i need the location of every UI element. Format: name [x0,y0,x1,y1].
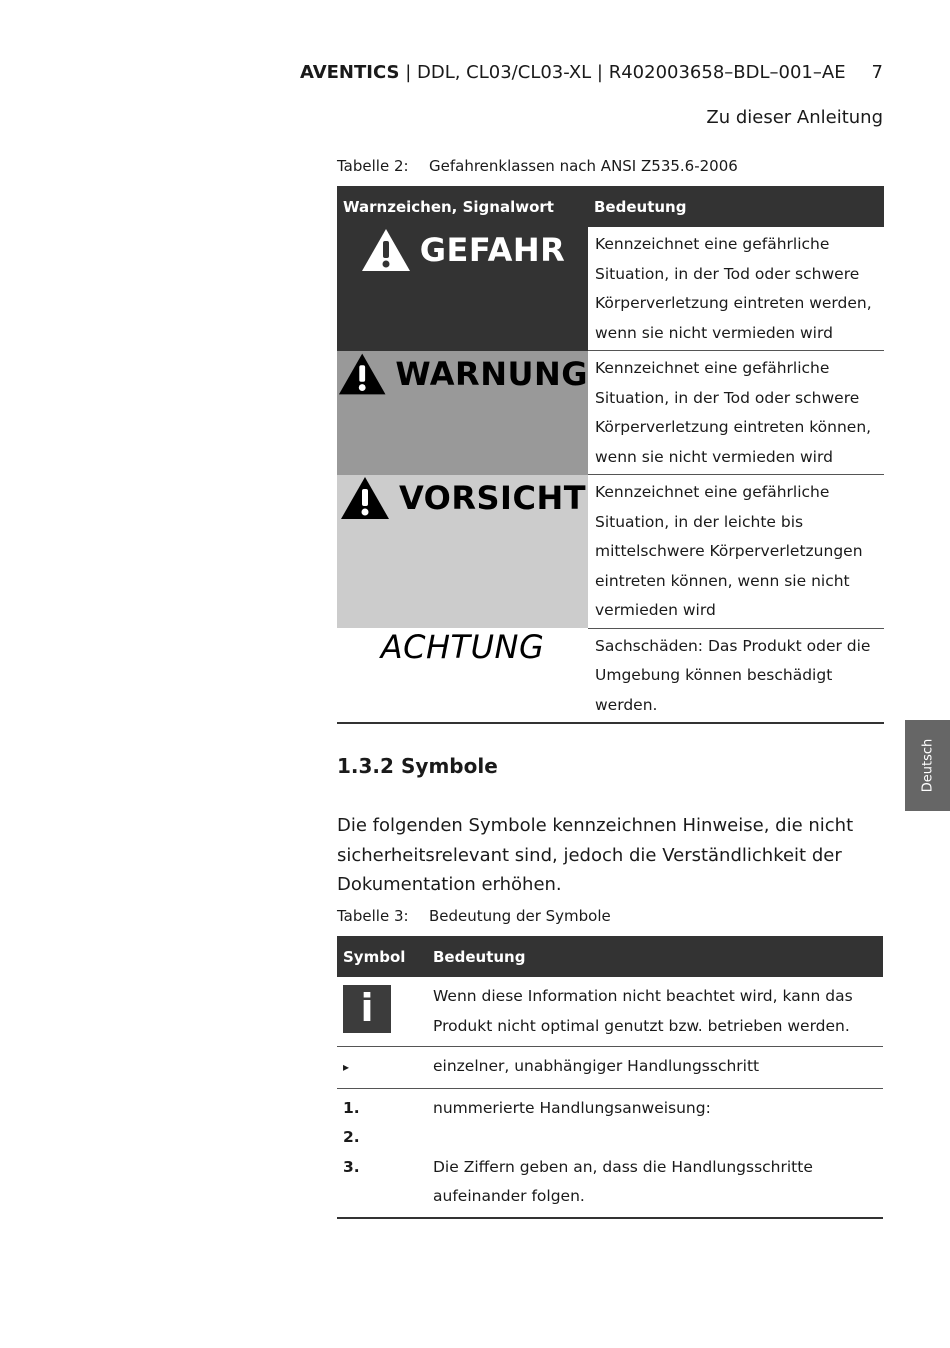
symbol-cell [337,977,427,1047]
info-icon: i [343,985,391,1033]
table3-caption-number: Tabelle 3: [337,907,409,925]
table-header-row [337,186,884,227]
column-header-signal: Warnzeichen, Signalwort [337,186,588,227]
table-row [337,1047,883,1089]
page-number: 7 [871,62,883,83]
meaning-cell: Kennzeichnet eine gefährliche Situation, in der Tod oder schwere Körperverletzung eintreten können, wenn sie nicht vermieden wird [588,351,884,475]
running-section-title: Zu dieser Anleitung [706,107,883,128]
meaning-cell: Kennzeichnet eine gefährliche Situation, in der leichte bis mittelschwere Körperverletzungen eintreten können, wenn sie nicht vermieden wird [588,475,884,629]
document-info: | DDL, CL03/CL03-XL | R402003658–BDL–001–AE [399,62,846,83]
steps-meaning-line-2: Die Ziffern geben an, dass die Handlungsschritte aufeinander folgen. [433,1157,813,1205]
table2-caption-number: Tabelle 2: [337,157,409,175]
column-header-meaning: Bedeutung [588,186,884,227]
table-row [337,628,884,723]
steps-meaning-line-1: nummerierte Handlungsanweisung: [433,1098,711,1117]
signal-cell-warnung [337,351,588,475]
step-number: 3. [343,1157,360,1176]
column-header-meaning: Bedeutung [427,936,883,977]
arrow-right-icon: ▸ [343,1060,350,1074]
section-heading [337,754,498,778]
table-row [337,1088,883,1218]
page-header [300,62,883,83]
signal-word: VORSICHT [398,478,587,517]
meaning-cell: Kennzeichnet eine gefährliche Situation, in der Tod oder schwere Körperverletzung eintreten werden, wenn sie nicht vermieden wird [588,227,884,351]
section-title: Symbole [401,754,498,778]
table2-caption [337,157,738,175]
symbol-cell [337,1047,427,1089]
meaning-cell: Sachschäden: Das Produkt oder die Umgebung können beschädigt werden. [588,628,884,723]
signal-word: ACHTUNG [380,628,545,666]
table3-caption [337,907,611,925]
step-number: 1. [343,1098,360,1117]
column-header-symbol: Symbol [337,936,427,977]
symbol-cell [337,1088,427,1218]
language-tab [905,720,950,811]
table3-caption-text: Bedeutung der Symbole [429,907,611,925]
symbols-table [337,936,883,1219]
table-row [337,977,883,1047]
step-number: 2. [343,1128,360,1146]
language-tab-label: Deutsch [920,738,936,793]
signal-word: WARNUNG [395,354,588,393]
hazard-classes-table [337,186,884,724]
table-row [337,227,884,351]
meaning-cell: einzelner, unabhängiger Handlungsschritt [427,1047,883,1089]
section-number: 1.3.2 [337,754,394,778]
signal-cell-vorsicht [337,475,588,629]
table2-caption-text: Gefahrenklassen nach ANSI Z535.6-2006 [429,157,738,175]
brand-name: AVENTICS [300,62,400,83]
meaning-cell [427,1088,883,1218]
table-row [337,475,884,629]
table-header-row [337,936,883,977]
table-row [337,351,884,475]
signal-cell-achtung [337,628,588,723]
warning-triangle-icon [360,227,412,273]
warning-triangle-icon [339,475,391,521]
meaning-cell: Wenn diese Information nicht beachtet wird, kann das Produkt nicht optimal genutzt bzw. betrieben werden. [427,977,883,1047]
warning-triangle-icon [337,351,387,397]
signal-cell-gefahr [337,227,588,351]
section-body-paragraph: Die folgenden Symbole kennzeichnen Hinweise, die nicht sicherheitsrelevant sind, jedoch die Verständlichkeit der Dokumentation erhöhen. [337,815,854,895]
numbered-steps-symbol [343,1094,421,1183]
signal-word: GEFAHR [419,231,566,269]
